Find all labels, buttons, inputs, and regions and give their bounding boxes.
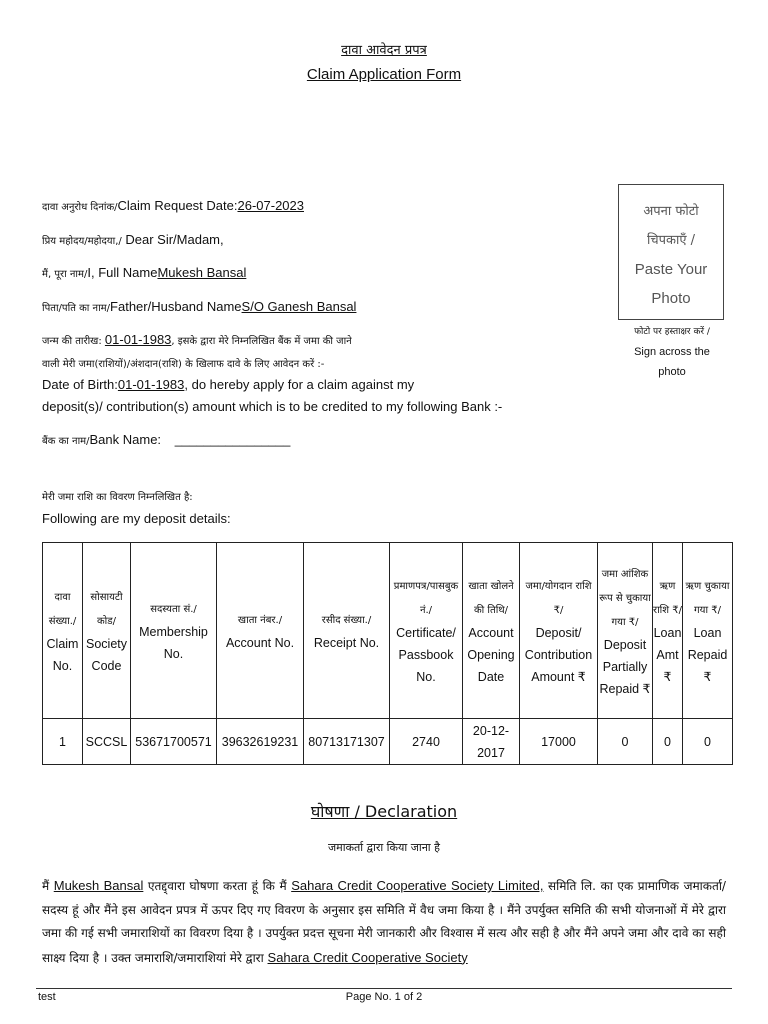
declaration-mid: एतद्द्वारा घोषणा करता हूं कि मैं [143,879,292,893]
society-name: Sahara Credit Cooperative Society Limited, [291,878,544,893]
col-header-hindi: जमा आंशिक रूप से चुकाया गया ₹/ [599,568,651,628]
dob-value[interactable]: 01-01-1983 [117,377,185,392]
salutation-row [42,232,224,247]
full-name-row [42,265,246,280]
dob-label-hindi: जन्म की तारीख: [42,336,105,347]
salutation: Dear Sir/Madam, [121,232,224,247]
col-loan-amt [653,543,683,719]
full-name-label: I, Full Name [87,265,158,280]
col-header-hindi: ऋण चुकाया गया ₹/ [685,580,730,616]
cell-receipt-no: 80713171307 [304,719,390,765]
cell-membership-no: 53671700571 [131,719,217,765]
col-claim-no [43,543,83,719]
deposit-details [42,511,231,526]
col-header: Membership No. [139,624,208,661]
col-loan-repaid [683,543,733,719]
dob-rest: , do hereby apply for a claim against my [184,377,415,392]
full-name-label-hindi: मैं, पूरा नाम/ [42,269,88,280]
declaration-title-text: घोषणा / Declaration [310,802,458,821]
dob-row-2 [42,399,502,414]
col-header: Deposit/ Contribution Amount ₹ [524,625,593,684]
col-receipt-no [304,543,390,719]
photo-line-3: Paste Your [634,261,708,278]
col-header-hindi: सोसायटी कोड/ [90,591,123,627]
footer-divider [36,988,732,989]
photo-line-1: अपना फोटो [643,204,699,219]
declaration-title [0,800,768,822]
form-title-hindi: दावा आवेदन प्रपत्र [341,43,427,58]
col-header: Account No. [225,635,295,650]
declaration-start: मैं [42,879,54,893]
dob-row [42,377,414,392]
cell-deposit-partially-repaid: 0 [598,719,653,765]
father-name-label: Father/Husband Name [110,299,242,314]
col-deposit-amount [520,543,598,719]
cell-deposit-amount: 17000 [520,719,598,765]
cell-loan-amt: 0 [653,719,683,765]
dob-value-hindi-line[interactable]: 01-01-1983 [104,332,172,347]
request-date-label: Claim Request Date: [117,198,238,213]
dob-hindi-rest: , इसके द्वारा मेरे निम्नलिखित बैंक में जमा की जाने [171,336,352,347]
col-deposit-partially-repaid [598,543,653,719]
declaration-paragraph [42,874,726,970]
declaration-rest: समिति लि. का एक प्रामाणिक जमाकर्ता/सदस्य हूं और मैंने इस आवेदन प्रपत्र में ऊपर दिए गए विवरण के अनुसार इस समिति में वैध जमा किया है । मैंने उपर्युक्त समिति की सभी योजनाओं में मेरे द्वारा जमा की गई सभी जमाराशियों का विवरण दिया है । उपर्युक्त प्रदत्त सूचना मेरी जानकारी और विश्वास में सत्य और सही है और मैंने अपने जमा और दावे का सही साक्ष्य दिया है । उक्त जमाराशि/जमाराशियां मेरे द्वारा [42,879,726,965]
dob-label: Date of Birth: [42,377,118,392]
col-header-hindi: जमा/योगदान राशि ₹/ [525,580,592,616]
col-header-hindi: दावा संख्या./ [48,591,77,627]
cell-account-no: 39632619231 [217,719,304,765]
footer-label: test [38,991,56,1003]
col-header: Receipt No. [313,635,380,650]
dob-hindi-row-2 [42,355,324,370]
deposit-table [42,542,733,765]
sign-instruction [610,322,734,382]
sign-instruction-en-1: Sign across the [634,346,710,358]
bank-name-label-hindi: बैंक का नाम/ [42,436,90,447]
col-account-opening-date [463,543,520,719]
father-name-label-hindi: पिता/पति का नाम/ [42,303,111,314]
dob-line-2: deposit(s)/ contribution(s) amount which is to be credited to my following Bank :- [42,399,503,414]
photo-line-2: चिपकाएँ / [646,233,696,248]
full-name-value[interactable]: Mukesh Bansal [157,265,247,280]
col-header: Loan Amt ₹ [653,625,682,684]
table-header-row [43,543,733,719]
col-header: Society Code [86,636,127,673]
cell-society-code: SCCSL [83,719,131,765]
father-name-row [42,299,356,314]
request-date-label-hindi: दावा अनुरोध दिनांक/ [42,202,118,213]
col-society-code [83,543,131,719]
declaration-subtitle: जमाकर्ता द्वारा किया जाना है [328,841,440,854]
col-header: Loan Repaid ₹ [687,625,728,684]
col-header-hindi: खाता नंबर./ [237,614,283,626]
cell-certificate-passbook: 2740 [390,719,463,765]
dob-hindi-row [42,332,352,347]
request-date-value[interactable]: 26-07-2023 [237,198,304,213]
col-header-hindi: प्रमाणपत्र/पासबुक नं./ [393,580,459,616]
col-header-hindi: सदस्यता सं./ [150,603,197,615]
sign-instruction-hindi: फोटो पर हस्ताक्षर करें / [634,327,710,337]
deposit-details-hindi [42,488,193,503]
salutation-hindi: प्रिय महोदय/महोदया,/ [42,236,122,247]
father-name-value[interactable]: S/O Ganesh Bansal [241,299,357,314]
deposit-details-label: Following are my deposit details: [42,511,231,526]
col-certificate-passbook [390,543,463,719]
cell-claim-no: 1 [43,719,83,765]
col-header: Certificate/ Passbook No. [396,625,456,684]
photo-line-4: Photo [651,290,691,307]
cell-account-opening-date: 20-12-2017 [463,719,520,765]
sign-instruction-en-2: photo [658,366,686,378]
bank-name-field[interactable]: ________________ [174,432,291,447]
col-header: Deposit Partially Repaid ₹ [599,637,651,696]
page-number: Page No. 1 of 2 [345,991,423,1003]
bank-name-label: Bank Name: [89,432,162,447]
dob-hindi-line-2: वाली मेरी जमा(राशियों)/अंशदान(राशि) के खिलाफ दावे के लिए आवेदन करें :- [42,359,325,370]
cell-loan-repaid: 0 [683,719,733,765]
table-row [43,719,733,765]
photo-placeholder[interactable] [618,184,724,320]
declarant-name: Mukesh Bansal [53,878,144,893]
form-title: Claim Application Form [306,66,462,83]
society-name-2: Sahara Credit Cooperative Society [267,949,468,965]
col-header-hindi: रसीद संख्या./ [321,614,372,626]
col-header-hindi: ऋण राशि ₹/ [653,580,682,616]
col-account-no [217,543,304,719]
claim-request-date-row [42,198,304,213]
bank-name-row [42,432,290,447]
col-header: Claim No. [46,636,79,673]
deposit-details-label-hindi: मेरी जमा राशि का विवरण निम्नलिखित है: [42,492,193,503]
col-header: Account Opening Date [467,625,515,684]
col-membership-no [131,543,217,719]
col-header-hindi: खाता खोलने की तिथि/ [468,580,514,616]
